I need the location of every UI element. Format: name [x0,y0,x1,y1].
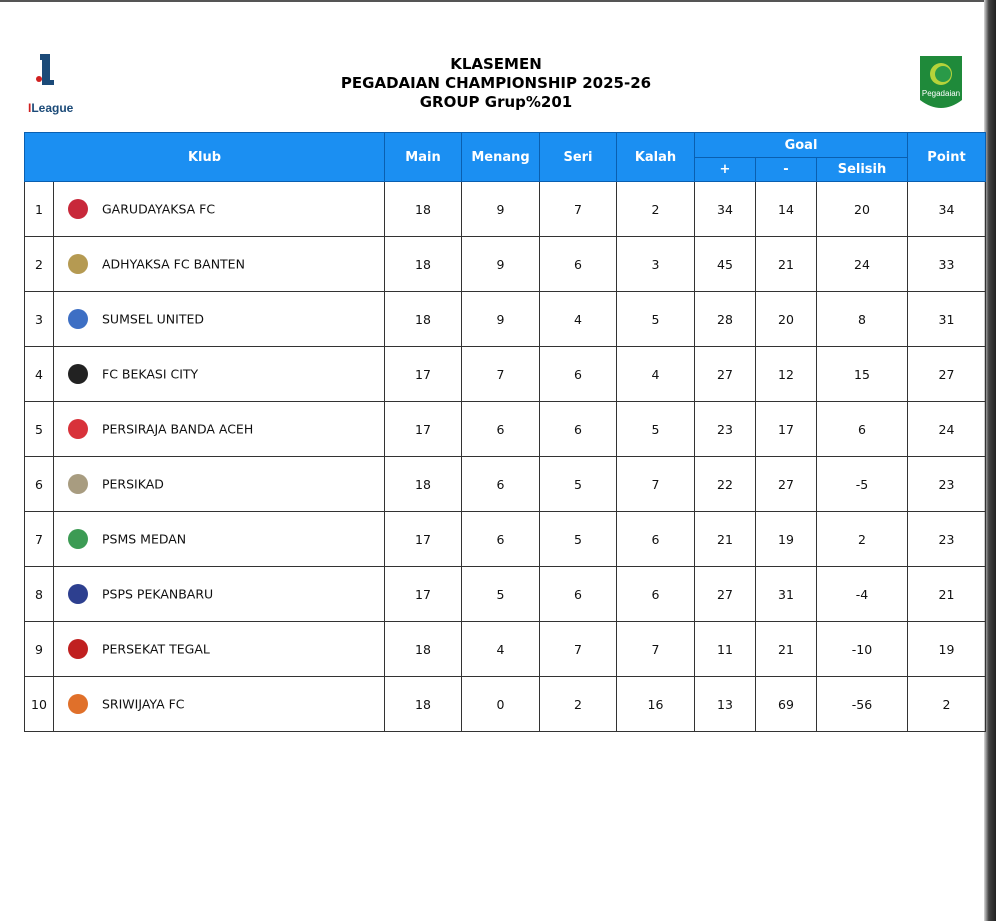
draw: 6 [540,347,617,402]
lost: 5 [617,402,695,457]
table-row [25,182,986,237]
goals-for: 11 [695,622,756,677]
won: 0 [462,677,540,732]
goal-difference: -4 [817,567,908,622]
table-row [25,347,986,402]
svg-text:ILeague: ILeague [28,101,74,115]
club-cell [54,622,385,677]
played: 18 [385,677,462,732]
club-name: GARUDAYAKSA FC [102,201,216,217]
lost: 5 [617,292,695,347]
points: 23 [908,512,986,567]
goals-against: 17 [756,402,817,457]
rank: 4 [25,347,54,402]
lost: 6 [617,512,695,567]
won: 9 [462,292,540,347]
goals-for: 27 [695,567,756,622]
draw: 6 [540,237,617,292]
rank: 6 [25,457,54,512]
club-name: PSPS PEKANBARU [102,586,214,602]
col-goal: Goal [695,133,908,158]
points: 2 [908,677,986,732]
table-row [25,677,986,732]
draw: 4 [540,292,617,347]
rank: 10 [25,677,54,732]
goals-against: 12 [756,347,817,402]
draw: 6 [540,402,617,457]
played: 18 [385,182,462,237]
goals-for: 22 [695,457,756,512]
club-name: PERSIRAJA BANDA ACEH [102,421,254,437]
lost: 3 [617,237,695,292]
played: 17 [385,567,462,622]
page-top-border [0,0,996,2]
won: 9 [462,237,540,292]
goals-for: 28 [695,292,756,347]
club-cell [54,402,385,457]
rank: 2 [25,237,54,292]
goal-difference: -5 [817,457,908,512]
goal-difference: -56 [817,677,908,732]
points: 33 [908,237,986,292]
club-crest-icon [68,474,88,494]
goals-for: 21 [695,512,756,567]
col-goal-difference: Selisih [817,158,908,182]
club-name: PSMS MEDAN [102,531,187,547]
won: 6 [462,457,540,512]
draw: 7 [540,622,617,677]
rank: 9 [25,622,54,677]
club-cell [54,347,385,402]
goals-against: 19 [756,512,817,567]
rank: 8 [25,567,54,622]
standings-table [24,132,986,732]
draw: 2 [540,677,617,732]
col-points: Point [908,133,986,182]
won: 5 [462,567,540,622]
club-crest-icon [68,254,88,274]
col-goals-for: + [695,158,756,182]
col-draw: Seri [540,133,617,182]
table-row [25,567,986,622]
col-won: Menang [462,133,540,182]
goals-for: 23 [695,402,756,457]
won: 9 [462,182,540,237]
goals-against: 21 [756,237,817,292]
ileague-logo [26,52,82,116]
goals-against: 21 [756,622,817,677]
table-row [25,512,986,567]
club-cell [54,677,385,732]
goal-difference: 2 [817,512,908,567]
svg-text:Pegadaian: Pegadaian [921,89,961,98]
page-title [200,55,792,112]
goals-against: 31 [756,567,817,622]
club-name: PERSEKAT TEGAL [102,641,210,657]
col-club: Klub [25,133,385,182]
goal-difference: -10 [817,622,908,677]
club-cell [54,457,385,512]
played: 18 [385,457,462,512]
club-name: SUMSEL UNITED [102,311,204,327]
lost: 16 [617,677,695,732]
lost: 7 [617,622,695,677]
played: 18 [385,622,462,677]
points: 19 [908,622,986,677]
club-cell [54,237,385,292]
draw: 7 [540,182,617,237]
points: 34 [908,182,986,237]
goals-against: 20 [756,292,817,347]
club-crest-icon [68,364,88,384]
club-name: SRIWIJAYA FC [102,696,185,712]
club-crest-icon [68,419,88,439]
goal-difference: 20 [817,182,908,237]
goals-against: 69 [756,677,817,732]
points: 31 [908,292,986,347]
won: 6 [462,512,540,567]
club-name: PERSIKAD [102,476,164,492]
lost: 4 [617,347,695,402]
table-row [25,237,986,292]
rank: 1 [25,182,54,237]
goals-for: 13 [695,677,756,732]
club-name: ADHYAKSA FC BANTEN [102,256,245,272]
played: 18 [385,292,462,347]
points: 24 [908,402,986,457]
played: 17 [385,402,462,457]
won: 4 [462,622,540,677]
goal-difference: 8 [817,292,908,347]
won: 6 [462,402,540,457]
club-crest-icon [68,584,88,604]
played: 18 [385,237,462,292]
col-lost: Kalah [617,133,695,182]
club-crest-icon [68,529,88,549]
goals-for: 27 [695,347,756,402]
points: 21 [908,567,986,622]
table-row [25,622,986,677]
goals-against: 14 [756,182,817,237]
goal-difference: 24 [817,237,908,292]
table-row [25,457,986,512]
club-crest-icon [68,309,88,329]
title-line-1: KLASEMEN [450,55,542,73]
won: 7 [462,347,540,402]
club-cell [54,567,385,622]
draw: 5 [540,457,617,512]
played: 17 [385,512,462,567]
club-crest-icon [68,639,88,659]
lost: 7 [617,457,695,512]
goals-against: 27 [756,457,817,512]
club-cell [54,512,385,567]
club-crest-icon [68,694,88,714]
table-row [25,292,986,347]
goals-for: 45 [695,237,756,292]
goal-difference: 6 [817,402,908,457]
table-row [25,402,986,457]
points: 23 [908,457,986,512]
draw: 6 [540,567,617,622]
draw: 5 [540,512,617,567]
title-line-2: PEGADAIAN CHAMPIONSHIP 2025-26 [340,74,652,92]
club-cell [54,292,385,347]
pegadaian-championship-logo [916,52,966,116]
lost: 6 [617,567,695,622]
goals-for: 34 [695,182,756,237]
club-name: FC BEKASI CITY [102,366,199,382]
rank: 5 [25,402,54,457]
played: 17 [385,347,462,402]
goal-difference: 15 [817,347,908,402]
rank: 3 [25,292,54,347]
club-cell [54,182,385,237]
club-crest-icon [68,199,88,219]
col-goals-against: - [756,158,817,182]
col-played: Main [385,133,462,182]
rank: 7 [25,512,54,567]
title-line-3: GROUP Grup%201 [419,93,573,111]
points: 27 [908,347,986,402]
lost: 2 [617,182,695,237]
